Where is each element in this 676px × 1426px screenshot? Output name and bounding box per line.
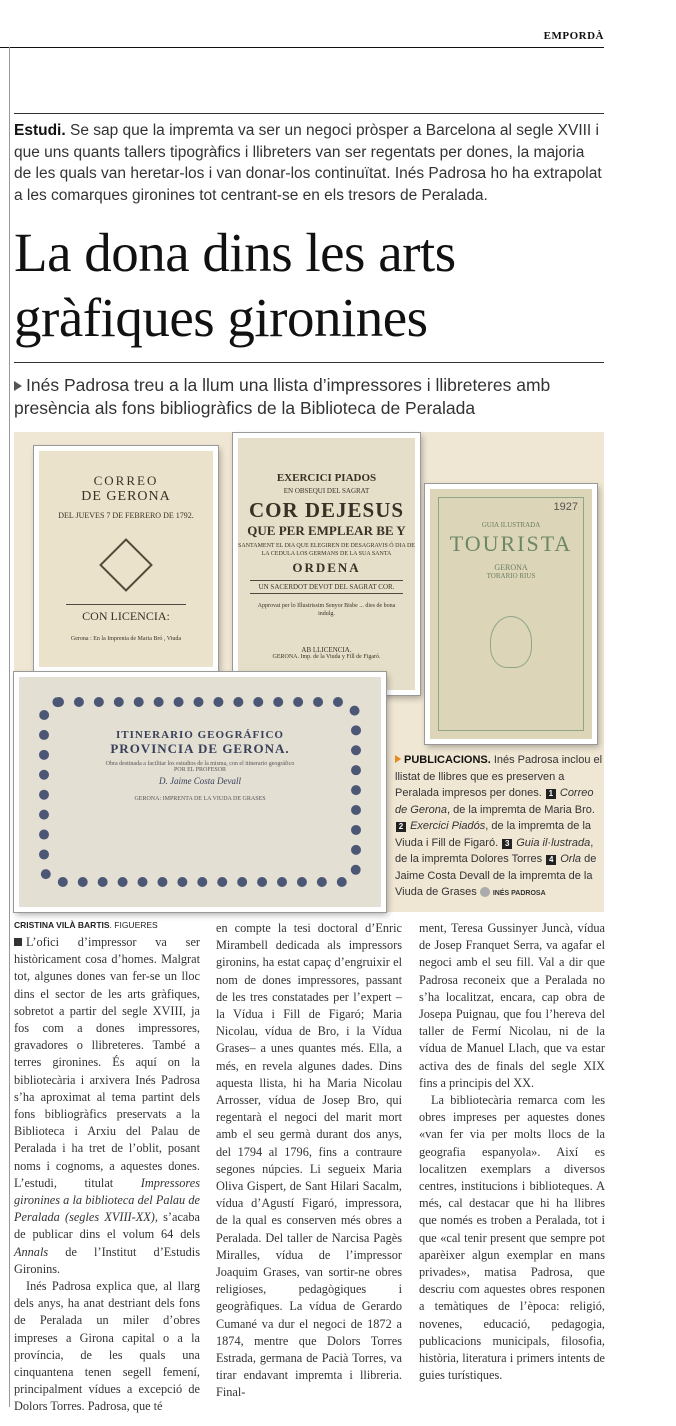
doc4-decorative-frame: [39, 697, 361, 887]
headline-line-2: gràfiques gironines: [14, 287, 428, 348]
doc2-line8: Approvat per lo Illustrissim Senyor Bisbe ... dies de bona indulg.: [257, 603, 396, 617]
doc2-line4: QUE PER EMPLEAR BE Y: [247, 523, 406, 538]
doc2-line3: COR DEJESUS: [248, 498, 405, 522]
doc3-border: [438, 497, 584, 731]
doc3-line1: GUIA ILUSTRADA: [481, 521, 541, 529]
triangle-bullet-icon: [14, 381, 22, 391]
doc3-line4: TORARIO RIUS: [486, 572, 536, 580]
caption-text: Inés Padrosa inclou el llistat de llibres que es preserven a Peralada impresos per dones.: [395, 754, 603, 799]
doc2-line7: UN SACERDOT DEVOT DEL SAGRAT COR.: [250, 580, 403, 594]
number-badge: 1: [546, 789, 556, 799]
doc1-imprint: Gerona : En la Imprenta de Maria Bró , Viuda: [70, 636, 182, 642]
subhead: [14, 374, 604, 420]
number-badge: 4: [546, 855, 556, 865]
doc2-line6: ORDENA: [292, 560, 361, 575]
number-badge: 2: [396, 822, 406, 832]
caption-text: , de la impremta Dolores Torres: [395, 836, 594, 865]
doc2-line9: AB LLICENCIA.: [301, 646, 352, 654]
doc4-line3: Obra destinada a facilitar los estudios de la misma, con el itinerario geográfico: [105, 761, 295, 767]
photo-correo-de-gerona: [34, 446, 218, 672]
doc4-imprint: GERONA: IMPRENTA DE LA VIUDA DE GRASES: [134, 796, 266, 802]
paragraph: en compte la tesi doctoral d’Enric Mirambell dedicada als impressors gironins, ha estat capaç d’engruixir el nom de dones impressores, passant de les tres constatades per l’expert –la Vídua i Fill de Figaró; Maria Nicolau, vídua de Bro, i la Vídua Grases– a unes quantes més. Ella, a més, en revela algunes dades. Dins aquesta llista, hi ha Maria Nicolau Arrosser, vídua de Josep Bro, qui regentarà el negoci del marit mort amb el seu germà durant dos anys, del 1794 al 1796, fins a contraure segones núpcies. Li segueix Maria Oliva Gispert, de Sant Hilari Sacalm, vídua d’Agustí Figaró, impressora, de la qual es conserven més obres a Peralada. Del taller de Narcisa Pagès Miralles, vídua de l’impressor Joaquim Grases, van sortir-ne obres religioses, pedagògiques i geogràfiques. La vídua de Gerardo Cumané va dur el negoci de 1872 a 1874, mentre que Dolors Torres Estrada, germana de Pacià Torres, va tirar endavant impremta i llibreria. Final-: [216, 921, 402, 1400]
byline: [14, 920, 158, 930]
byline-place: . FIGUERES: [109, 920, 158, 930]
photo-itinerario-geografico: [14, 672, 386, 912]
article-column-2: [216, 920, 402, 1402]
caption-title: Correo de Gerona: [395, 787, 594, 816]
doc4-title: PROVINCIA DE GERONA.: [110, 741, 290, 756]
paragraph: Inés Padrosa explica que, al llarg dels anys, ha anat destriant dels fons de Peralada un miler d’obres impreses a Girona capital o a la província, de les quals una cinquantena tenen segell femení, principalment vídues a excepció de Dolors Torres. Padrosa, que té: [14, 1279, 200, 1414]
paragraph: [14, 934, 200, 1278]
doc2-imprint: GERONA. Imp. de la Viuda y Fill de Figaró.: [272, 654, 381, 660]
headline-line-1: La dona dins les arts: [14, 222, 456, 283]
caption-text: de Jaime Costa Devall de la impremta de la Viuda de Grases: [395, 853, 597, 898]
intro-text: Se sap que la impremta va ser un negoci pròsper a Barcelona al segle XVIII i que uns quants tallers tipogràfics i llibreters van ser regentats per dones, la majoria de les quals van heretar-los i van donar-los continuïtat. Inés Padrosa ho ha extrapolat a les comarques gironines tot centrant-se en els tresors de Peralada.: [14, 122, 602, 204]
intro-paragraph: [14, 120, 604, 206]
photo-exercici-piados: [233, 433, 420, 695]
author-name: CRISTINA VILÀ BARTIS: [14, 920, 110, 930]
number-badge: 3: [502, 839, 512, 849]
doc3-line3: GERONA: [494, 563, 528, 572]
doc1-title: CORREO: [93, 473, 159, 488]
journal-title: Annals: [14, 1244, 49, 1259]
article-column-1: [14, 934, 200, 1416]
intro-rule: [14, 113, 604, 114]
subhead-text: Inés Padrosa treu a la llum una llista d’impressores i llibreteres amb presència als fons bibliogràfics de la Biblioteca de Peralada: [14, 375, 551, 418]
doc4-author: D. Jaime Costa Devall: [159, 776, 241, 786]
doc1-licence: CON LICENCIA:: [66, 604, 186, 624]
doc2-title: EXERCICI PIADOS: [276, 472, 377, 484]
caption-text: , de la impremta de la Viuda i Fill de Figaró.: [395, 820, 592, 849]
doc2-line5: SANTAMENT EL DIA QUE ELEGIREN DE DESAGRAVIS Ó DIA DE LA CEDULA LOS GERMANS DE LA SUA SANTA: [238, 543, 415, 557]
caption-title: Guia il·lustrada: [516, 836, 591, 849]
headline: [14, 220, 614, 350]
photo-guia-tourista: [425, 484, 597, 744]
caption-title: Orla: [560, 853, 582, 865]
photo-credit: INÉS PADROSA: [492, 890, 546, 897]
caption-label: PUBLICACIONS.: [404, 754, 491, 766]
paragraph: La bibliotecària remarca com les obres impreses per aquestes dones «van fer via per molts llocs de la geografia espanyola». Així es localitzen exemplars a diversos centres, institucions i biblioteques. A més, cal destacar que hi ha llibres que només es troben a Peralada, tot i que «cal tenir present que sempre pot aparèixer algun exemplar en mans privades», matisa Padrosa, que descriu com aquestes obres responen a temàtiques de l’època: religió, novenes, educació, pedagogia, publicacions municipals, filosofia, història, literatura i primers intents de guies turístiques.: [419, 1093, 605, 1383]
square-bullet-icon: [14, 938, 22, 946]
article-column-3: [419, 920, 605, 1384]
camera-icon: [480, 887, 490, 897]
doc2-line2: EN OBSEQUI DEL SAGRAT: [283, 487, 370, 495]
paragraph: ment, Teresa Gussinyer Juncà, vídua de Josep Franquet Serra, va agafar el negoci amb el seu fill. Val a dir que Padrosa reconeix que a Peralada no s’ha localitzat, encara, cap obra de Josepa Puignau, que fou l’hereva del taller de Fermí Nicolau, ni de la vídua de Manuel Llach, que va estar activa des de finals del segle XIX fins a principis del XX.: [419, 921, 605, 1090]
intro-lead: Estudi.: [14, 122, 66, 139]
doc3-handwritten-date: 1927: [553, 501, 578, 513]
doc3-title: TOURISTA: [449, 531, 573, 556]
doc4-line1: ITINERARIO GEOGRÁFICO: [116, 729, 284, 741]
text: , s’acaba de publicar dins el volum 64 dels: [14, 1210, 200, 1242]
header-rule: [0, 47, 604, 48]
orange-triangle-icon: [395, 755, 401, 763]
caption-title: Exercici Piadós: [410, 820, 486, 832]
subhead-rule: [14, 362, 604, 363]
study-title: Impressores gironines a la biblioteca del Palau de Peralada (segles XVIII-XX): [14, 1175, 200, 1225]
emblem-icon: [99, 538, 153, 592]
doc4-line4: POR EL PROFESOR: [173, 767, 227, 773]
caption-text: , de la impremta de Maria Bro.: [446, 803, 595, 816]
doc1-date: DEL JUEVES 7 DE FEBRERO DE 1792.: [58, 511, 194, 520]
section-label: EMPORDÀ: [543, 30, 604, 42]
text: L’ofici d’impressor va ser històricament cosa d’homes. Malgrat tot, algunes dones van fer-se un lloc dins el sector de les arts gràfiques, sobretot a partir del segle XVIII, ja fos com a dones impressores, gravadores o llibreteres. També a terres gironines. És aquí on la bibliotecària i arxivera Inés Padrosa s’ha aproximat al tema partint dels fons bibliogràfics preservats a la Biblioteca i Arxiu del Palau de Peralada i ha tret de l’oblit, posant noms i cognoms, a aquestes dones. L’estudi, titulat: [14, 935, 200, 1190]
photo-caption: [395, 752, 603, 903]
left-margin-rule: [9, 47, 10, 1407]
doc1-title-2: DE GERONA: [81, 489, 171, 504]
text: de l’Institut d’Estudis Gironins.: [14, 1244, 200, 1276]
